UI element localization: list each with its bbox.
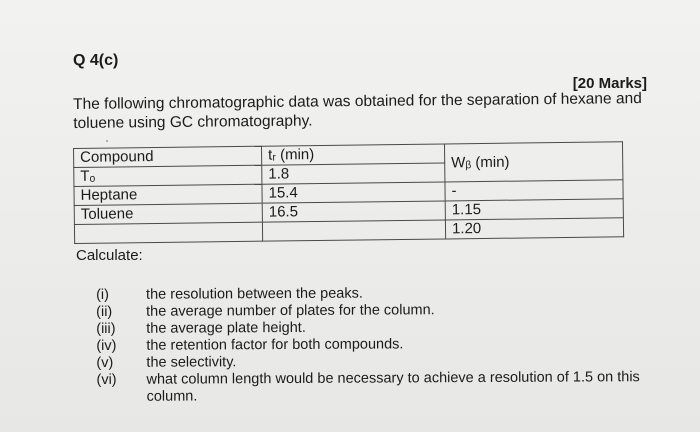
table-cell: Tₒ	[74, 165, 262, 186]
task-list	[96, 284, 657, 406]
task-number: (vi)	[96, 371, 117, 388]
table-cell	[74, 222, 262, 243]
task-text: the average number of plates for the column.	[146, 302, 435, 320]
task-text: the retention factor for both compounds.	[146, 336, 404, 354]
task-text: the selectivity.	[146, 354, 237, 371]
table-header-cell: Compound	[74, 146, 262, 167]
task-number: (iv)	[96, 337, 117, 354]
data-table-wrapper	[73, 141, 624, 244]
table-cell: Toluene	[74, 203, 262, 224]
table-cell: 1.8	[262, 163, 445, 184]
table-cell: 15.4	[262, 182, 445, 203]
marks-label: [20 Marks]	[572, 75, 647, 92]
task-number: (iii)	[96, 320, 116, 337]
scan-speck	[106, 140, 108, 142]
table-cell: 16.5	[262, 201, 445, 222]
table-header-cell: Wᵦ (min)	[444, 142, 622, 182]
table-cell	[262, 220, 445, 241]
task-number: (ii)	[96, 303, 113, 320]
task-text: the resolution between the peaks.	[145, 285, 363, 303]
task-number: (v)	[96, 354, 114, 371]
question-intro: The following chromatographic data was obtained for the separation of hexane and toluene using GC chromatography.	[73, 90, 642, 132]
task-text: what column length would be necessary to achieve a resolution of 1.5 on this column.	[146, 369, 640, 405]
chromatography-data-table	[73, 141, 624, 244]
table-cell: Heptane	[74, 184, 262, 205]
task-number: (i)	[96, 286, 109, 303]
table-cell: 1.20	[445, 218, 623, 239]
question-number: Q 4(c)	[73, 52, 119, 69]
table-cell: 1.15	[445, 199, 623, 220]
table-header-cell: tᵣ (min)	[261, 144, 444, 165]
list-item	[96, 369, 656, 406]
table-cell: -	[445, 180, 623, 201]
calculate-label: Calculate:	[76, 247, 143, 264]
task-text: the average plate height.	[146, 319, 306, 337]
